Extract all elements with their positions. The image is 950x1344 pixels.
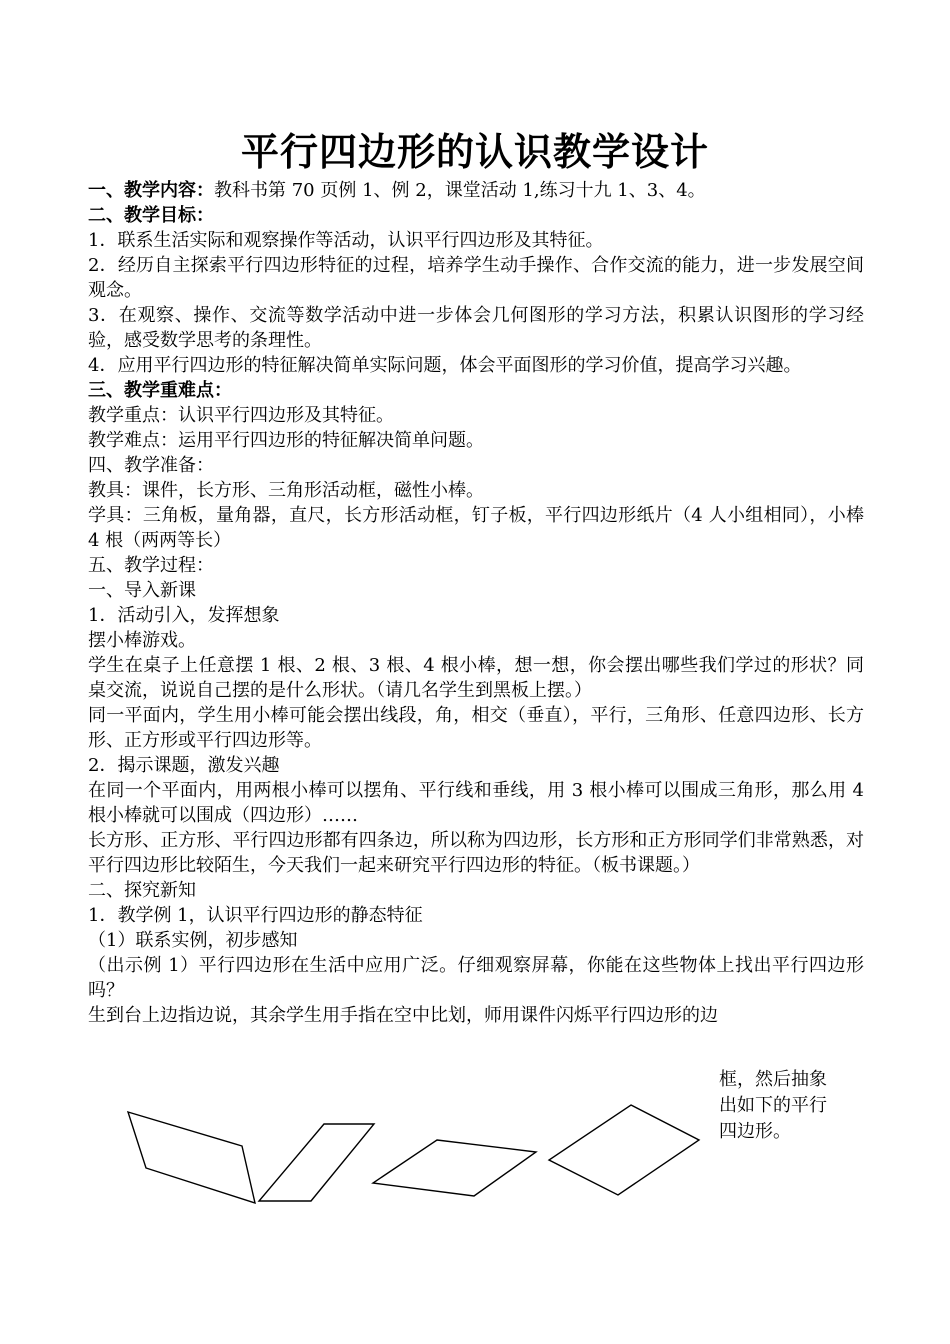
goal-item: 2．经历自主探索平行四边形特征的过程，培养学生动手操作、合作交流的能力，进一步发展空间观念。 bbox=[88, 255, 864, 301]
paragraph: 生到台上边指边说，其余学生用手指在空中比划，师用课件闪烁平行四边形的边 bbox=[88, 1005, 718, 1026]
parallelogram-shape bbox=[128, 1112, 255, 1203]
paragraph: 摆小棒游戏。 bbox=[88, 630, 196, 651]
paragraph: 学生在桌子上任意摆 1 根、2 根、3 根、4 根小棒，想一想，你会摆出哪些我们学过的形状？同桌交流，说说自己摆的是什么形状。（请几名学生到黑板上摆。） bbox=[88, 655, 864, 701]
paragraph: 同一平面内，学生用小棒可能会摆出线段，角，相交（垂直），平行，三角形、任意四边形、长方形、正方形或平行四边形等。 bbox=[88, 705, 864, 751]
paragraph: （出示例 1）平行四边形在生活中应用广泛。仔细观察屏幕，你能在这些物体上找出平行四边形吗？ bbox=[88, 955, 864, 1001]
key-point: 教学重点：认识平行四边形及其特征。 bbox=[88, 405, 394, 426]
part-heading: 二、探究新知 bbox=[88, 880, 196, 901]
section-heading: 二、教学目标： bbox=[88, 205, 214, 226]
paragraph: 长方形、正方形、平行四边形都有四条边，所以称为四边形，长方形和正方形同学们非常熟悉，对平行四边形比较陌生，今天我们一起来研究平行四边形的特征。（板书课题。） bbox=[88, 830, 864, 876]
teacher-tools: 教具：课件，长方形、三角形活动框，磁性小棒。 bbox=[88, 480, 484, 501]
step-heading: 2．揭示课题，激发兴趣 bbox=[88, 755, 280, 776]
section-text: 教科书第 70 页例 1、例 2，课堂活动 1,练习十九 1、3、4。 bbox=[214, 180, 706, 201]
goal-item: 4．应用平行四边形的特征解决简单实际问题，体会平面图形的学习价值，提高学习兴趣。 bbox=[88, 355, 802, 376]
difficult-point: 教学难点：运用平行四边形的特征解决简单问题。 bbox=[88, 430, 484, 451]
goal-item: 1．联系生活实际和观察操作等活动，认识平行四边形及其特征。 bbox=[88, 230, 604, 251]
step-heading: 1．活动引入，发挥想象 bbox=[88, 605, 280, 626]
text-line: 四边形。 bbox=[719, 1121, 791, 1142]
text-line: 出如下的平行 bbox=[719, 1095, 827, 1116]
text-line: 框，然后抽象 bbox=[719, 1069, 827, 1090]
sub-step-heading: （1）联系实例，初步感知 bbox=[88, 930, 298, 951]
parallelogram-shape bbox=[259, 1124, 374, 1201]
parallelogram-shape bbox=[549, 1105, 699, 1195]
part-heading: 一、导入新课 bbox=[88, 580, 196, 601]
paragraph: 在同一个平面内，用两根小棒可以摆角、平行线和垂线，用 3 根小棒可以围成三角形，那么用 4 根小棒就可以围成（四边形）…… bbox=[88, 780, 864, 826]
goal-item: 3．在观察、操作、交流等数学活动中进一步体会几何图形的学习方法，积累认识图形的学习经验，感受数学思考的条理性。 bbox=[88, 305, 864, 351]
section-heading: 一、教学内容： bbox=[88, 180, 214, 201]
step-heading: 1．教学例 1，认识平行四边形的静态特征 bbox=[88, 905, 423, 926]
student-tools: 学具：三角板，量角器，直尺，长方形活动框，钉子板，平行四边形纸片（4 人小组相同），小棒 4 根（两两等长） bbox=[88, 505, 864, 551]
section-heading: 四、教学准备： bbox=[88, 455, 214, 476]
parallelogram-shape bbox=[373, 1140, 536, 1196]
section-heading: 五、教学过程： bbox=[88, 555, 214, 576]
page-title: 平行四边形的认识教学设计 bbox=[240, 130, 709, 174]
section-heading: 三、教学重难点： bbox=[88, 380, 232, 401]
